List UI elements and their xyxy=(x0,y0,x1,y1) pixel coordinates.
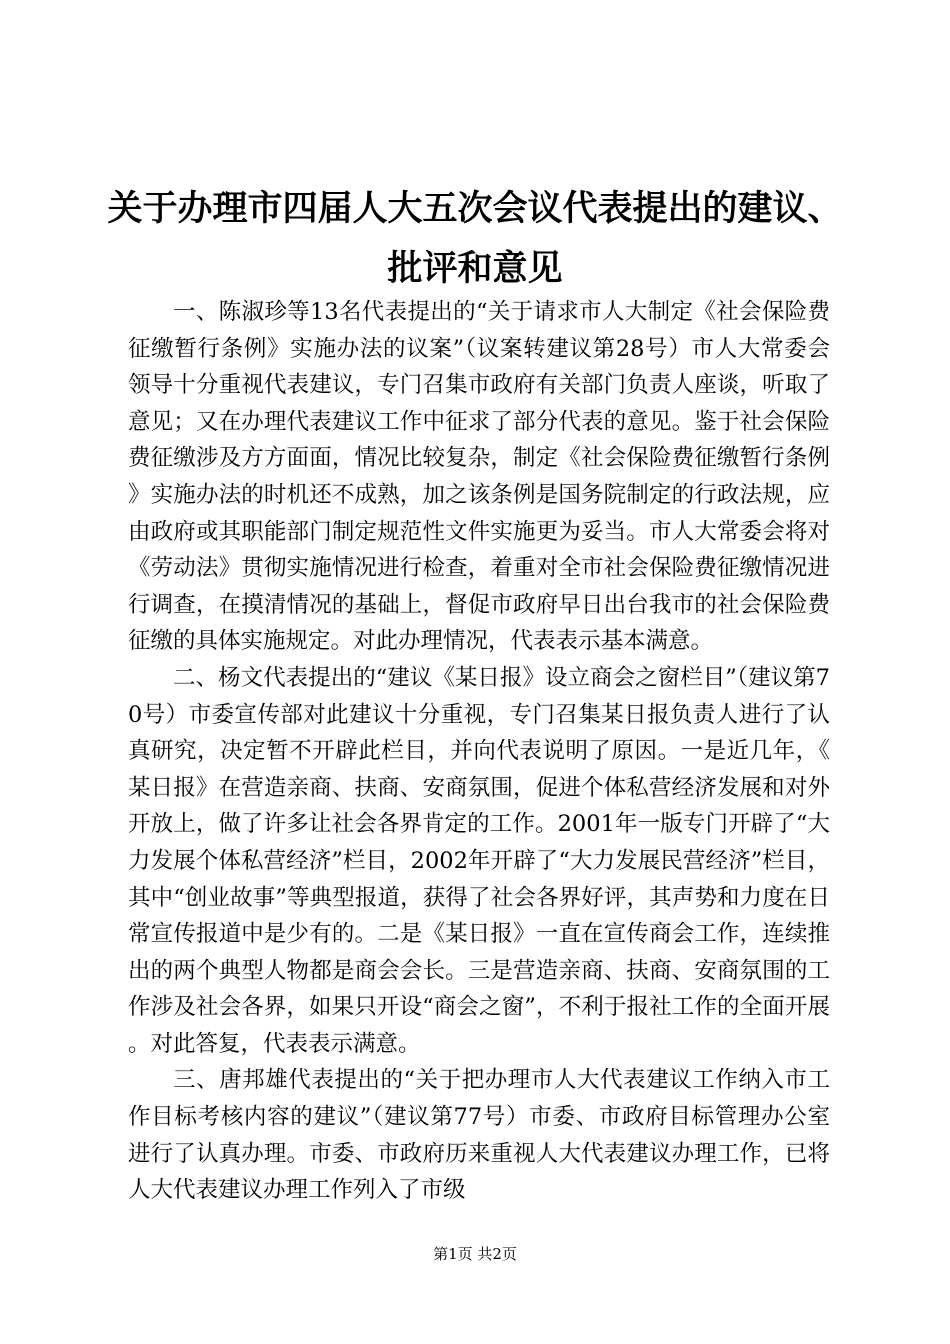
page-footer: 第1页 共2页 xyxy=(433,1245,517,1263)
document-body xyxy=(128,294,830,1209)
paragraph-1: 一、陈淑珍等13名代表提出的“关于请求市人大制定《社会保险费征缴暂行条例》实施办法的议案”（议案转建议第28号）市人大常委会领导十分重视代表建议，专门召集市政府有关部门负责人座谈，听取了意见；又在办理代表建议工作中征求了部分代表的意见。鉴于社会保险费征缴涉及方方面面，情况比较复杂，制定《社会保险费征缴暂行条例》实施办法的时机还不成熟，加之该条例是国务院制定的行政法规，应由政府或其职能部门制定规范性文件实施更为妥当。市人大常委会将对《劳动法》贯彻实施情况进行检查，着重对全市社会保险费征缴情况进行调查，在摸清情况的基础上，督促市政府早日出台我市的社会保险费征缴的具体实施规定。对此办理情况，代表表示基本满意。 xyxy=(128,299,830,655)
document-title-line-1: 关于办理市四届人大五次会议代表提出的建议、 xyxy=(107,188,843,229)
paragraph-3: 三、唐邦雄代表提出的“关于把办理市人大代表建议工作纳入市工作目标考核内容的建议”（建议第77号）市委、市政府目标管理办公室进行了认真办理。市委、市政府历来重视人大代表建议办理工作，已将人大代表建议办理工作列入了市级 xyxy=(128,1067,830,1204)
paragraph-2: 二、杨文代表提出的“建议《某日报》设立商会之窗栏目”（建议第70号）市委宣传部对此建议十分重视，专门召集某日报负责人进行了认真研究，决定暂不开辟此栏目，并向代表说明了原因。一是近几年，《某日报》在营造亲商、扶商、安商氛围，促进个体私营经济发展和对外开放上，做了许多让社会各界肯定的工作。2001年一版专门开辟了“大力发展个体私营经济”栏目，2002年开辟了“大力发展民营经济”栏目，其中“创业故事”等典型报道，获得了社会各界好评，其声势和力度在日常宣传报道中是少有的。二是《某日报》一直在宣传商会工作，连续推出的两个典型人物都是商会会长。三是营造亲商、扶商、安商氛围的工作涉及社会各界，如果只开设“商会之窗”，不利于报社工作的全面开展。对此答复，代表表示满意。 xyxy=(128,664,830,1057)
document-title-line-2: 批评和意见 xyxy=(387,248,563,289)
